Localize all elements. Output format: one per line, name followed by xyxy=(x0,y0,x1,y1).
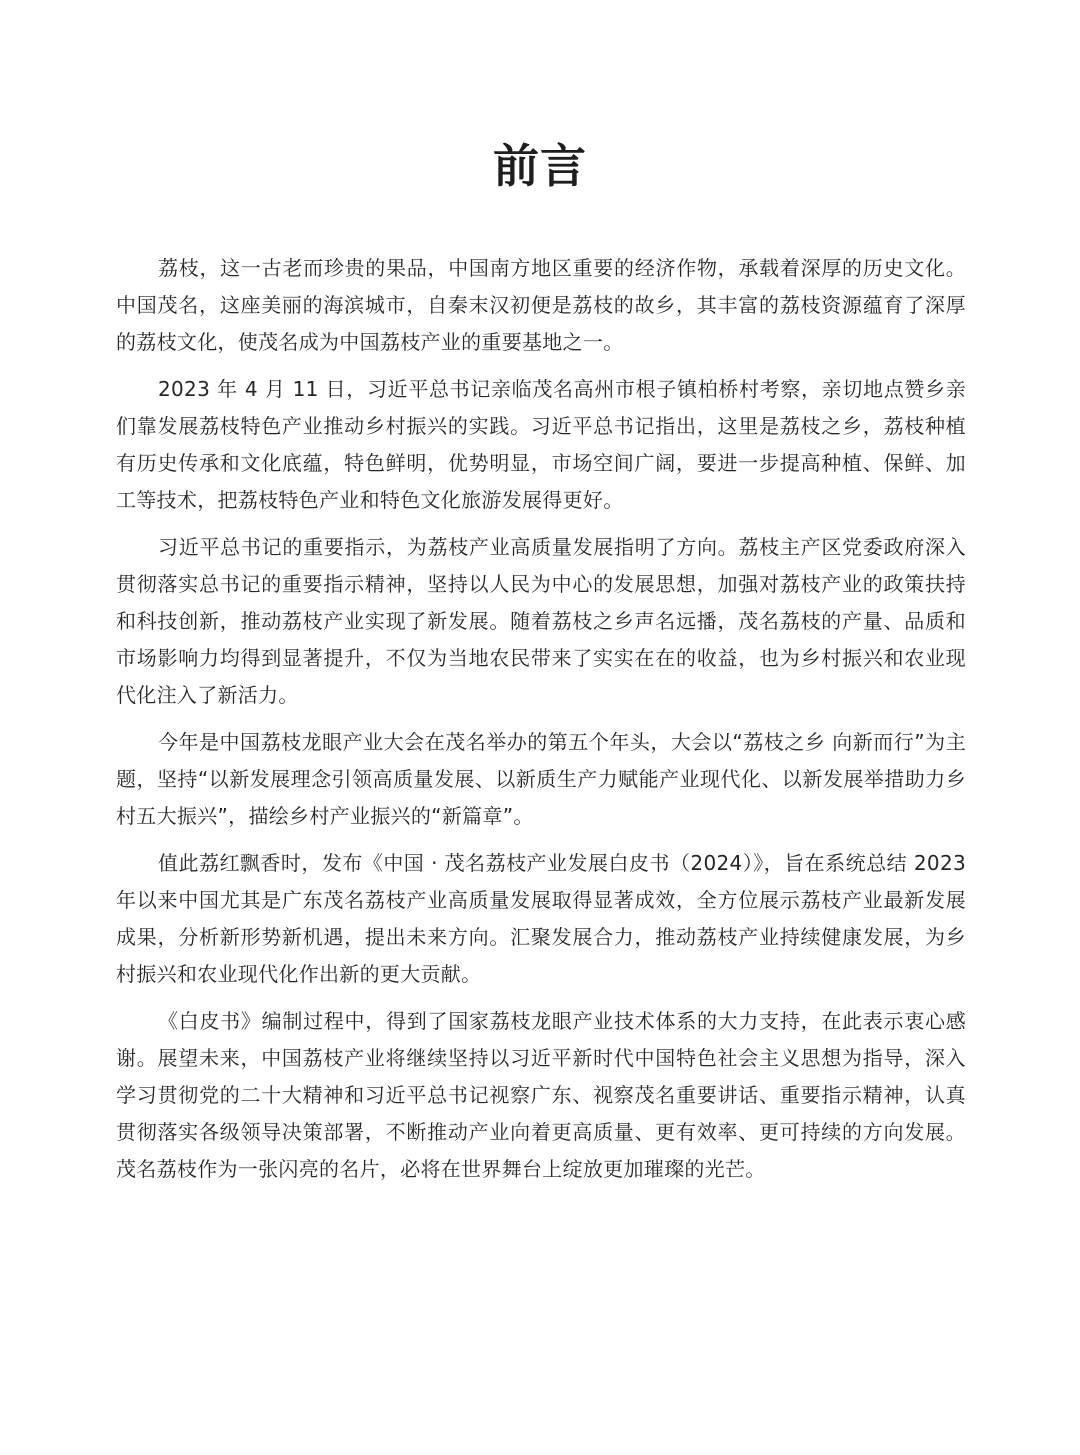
paragraph-4: 今年是中国荔枝龙眼产业大会在茂名举办的第五个年头，大会以“荔枝之乡 向新而行”为主题，坚持“以新发展理念引领高质量发展、以新质生产力赋能产业现代化、以新发展举措助力乡村五大振兴”，描绘乡村产业振兴的“新篇章”。 xyxy=(116,730,966,828)
paragraph-5: 值此荔红飘香时，发布《中国 · 茂名荔枝产业发展白皮书（2024）》，旨在系统总结 2023 年以来中国尤其是广东茂名荔枝产业高质量发展取得显著成效，全方位展示荔枝产业最新发展成果，分析新形势新机遇，提出未来方向。汇聚发展合力，推动荔枝产业持续健康发展，为乡村振兴和农业现代化作出新的更大贡献。 xyxy=(116,851,966,986)
paragraph-2: 2023 年 4 月 11 日，习近平总书记亲临茂名高州市根子镇柏桥村考察，亲切地点赞乡亲们靠发展荔枝特色产业推动乡村振兴的实践。习近平总书记指出，这里是荔枝之乡，荔枝种植有历史传承和文化底蕴，特色鲜明，优势明显，市场空间广阔，要进一步提高种植、保鲜、加工等技术，把荔枝特色产业和特色文化旅游发展得更好。 xyxy=(116,377,966,512)
paragraph-3: 习近平总书记的重要指示，为荔枝产业高质量发展指明了方向。荔枝主产区党委政府深入贯彻落实总书记的重要指示精神，坚持以人民为中心的发展思想，加强对荔枝产业的政策扶持和科技创新，推动荔枝产业实现了新发展。随着荔枝之乡声名远播，茂名荔枝的产量、品质和市场影响力均得到显著提升，不仅为当地农民带来了实实在在的收益，也为乡村振兴和农业现代化注入了新活力。 xyxy=(116,535,966,707)
paragraph-1: 荔枝，这一古老而珍贵的果品，中国南方地区重要的经济作物，承载着深厚的历史文化。中国茂名，这座美丽的海滨城市，自秦末汉初便是荔枝的故乡，其丰富的荔枝资源蕴育了深厚的荔枝文化，使茂名成为中国荔枝产业的重要基地之一。 xyxy=(116,256,966,354)
paragraph-6: 《白皮书》编制过程中，得到了国家荔枝龙眼产业技术体系的大力支持，在此表示衷心感谢。展望未来，中国荔枝产业将继续坚持以习近平新时代中国特色社会主义思想为指导，深入学习贯彻党的二十大精神和习近平总书记视察广东、视察茂名重要讲话、重要指示精神，认真贯彻落实各级领导决策部署，不断推动产业向着更高质量、更有效率、更可持续的方向发展。茂名荔枝作为一张闪亮的名片，必将在世界舞台上绽放更加璀璨的光芒。 xyxy=(116,1009,966,1181)
page-title: 前言 xyxy=(493,139,587,193)
preface-body xyxy=(116,250,966,1198)
